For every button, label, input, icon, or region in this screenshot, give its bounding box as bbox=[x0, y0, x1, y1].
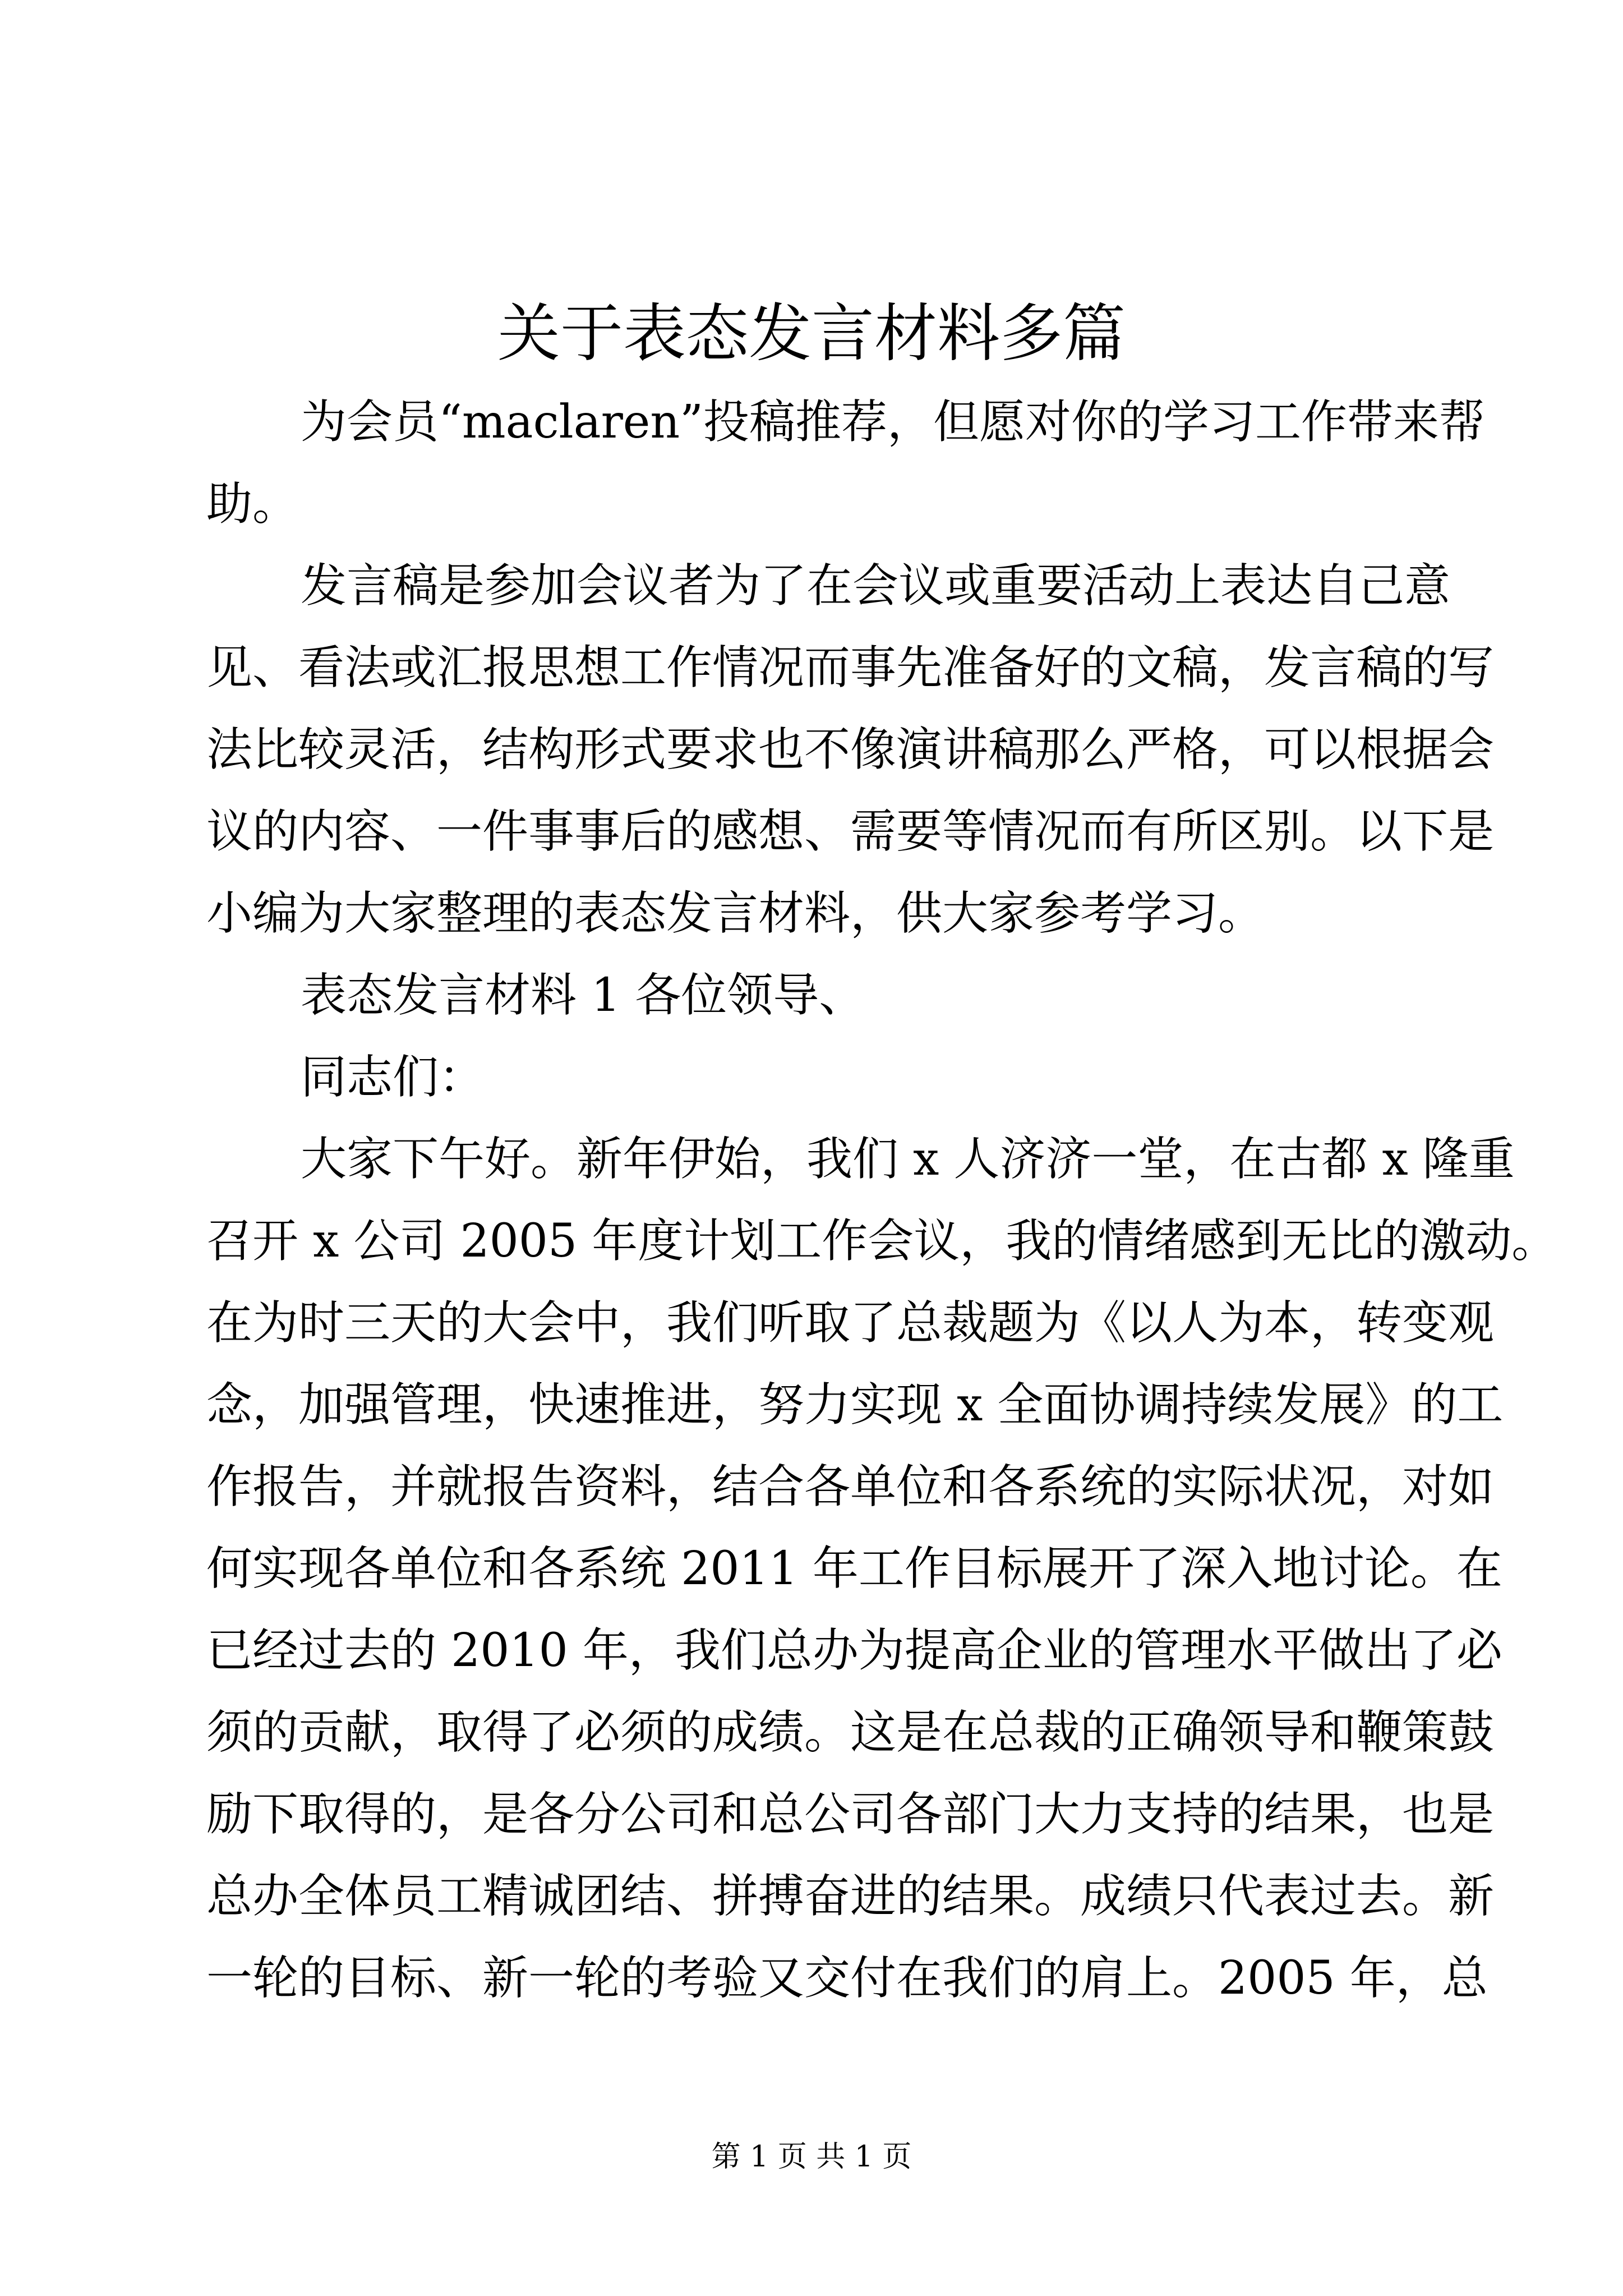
text-line: 发言稿是参加会议者为了在会议或重要活动上表达自己意 bbox=[301, 559, 1451, 613]
text-line: 小编为大家整理的表态发言材料，供大家参考学习。 bbox=[206, 887, 1265, 940]
document-title: 关于表态发言材料多篇 bbox=[497, 297, 1126, 370]
document-body bbox=[206, 381, 1558, 2019]
text-line: 法比较灵活，结构形式要求也不像演讲稿那么严格，可以根据会 bbox=[206, 723, 1495, 776]
text-line: 已经过去的 2010 年，我们总办为提高企业的管理水平做出了必 bbox=[206, 1624, 1502, 1677]
text-line: 同志们： bbox=[301, 1051, 485, 1104]
text-line: 在为时三天的大会中，我们听取了总裁题为《以人为本，转变观 bbox=[206, 1296, 1495, 1350]
text-line: 一轮的目标、新一轮的考验又交付在我们的肩上。2005 年，总 bbox=[206, 1952, 1488, 2005]
text-line: 大家下午好。新年伊始，我们 x 人济济一堂，在古都 x 隆重 bbox=[301, 1133, 1515, 1186]
text-line: 念，加强管理，快速推进，努力实现 x 全面协调持续发展》的工 bbox=[206, 1378, 1504, 1432]
text-line: 见、看法或汇报思想工作情况而事先准备好的文稿，发言稿的写 bbox=[206, 641, 1495, 694]
text-line: 何实现各单位和各系统 2011 年工作目标展开了深入地讨论。在 bbox=[206, 1542, 1502, 1595]
text-line: 须的贡献，取得了必须的成绩。这是在总裁的正确领导和鞭策鼓 bbox=[206, 1706, 1495, 1759]
text-line: 召开 x 公司 2005 年度计划工作会议，我的情绪感到无比的激动。 bbox=[206, 1214, 1558, 1268]
text-line: 励下取得的，是各分公司和总公司各部门大力支持的结果，也是 bbox=[206, 1788, 1495, 1841]
text-line: 表态发言材料 1 各位领导、 bbox=[301, 969, 865, 1022]
page-footer: 第 1 页 共 1 页 bbox=[711, 2140, 912, 2174]
text-line: 总办全体员工精诚团结、拼搏奋进的结果。成绩只代表过去。新 bbox=[206, 1870, 1495, 1923]
text-line: 作报告，并就报告资料，结合各单位和各系统的实际状况，对如 bbox=[206, 1460, 1495, 1513]
text-line: 助。 bbox=[206, 477, 299, 531]
text-line: 为会员“maclaren”投稿推荐，但愿对你的学习工作带来帮 bbox=[301, 395, 1486, 449]
text-line: 议的内容、一件事事后的感想、需要等情况而有所区别。以下是 bbox=[206, 805, 1495, 858]
